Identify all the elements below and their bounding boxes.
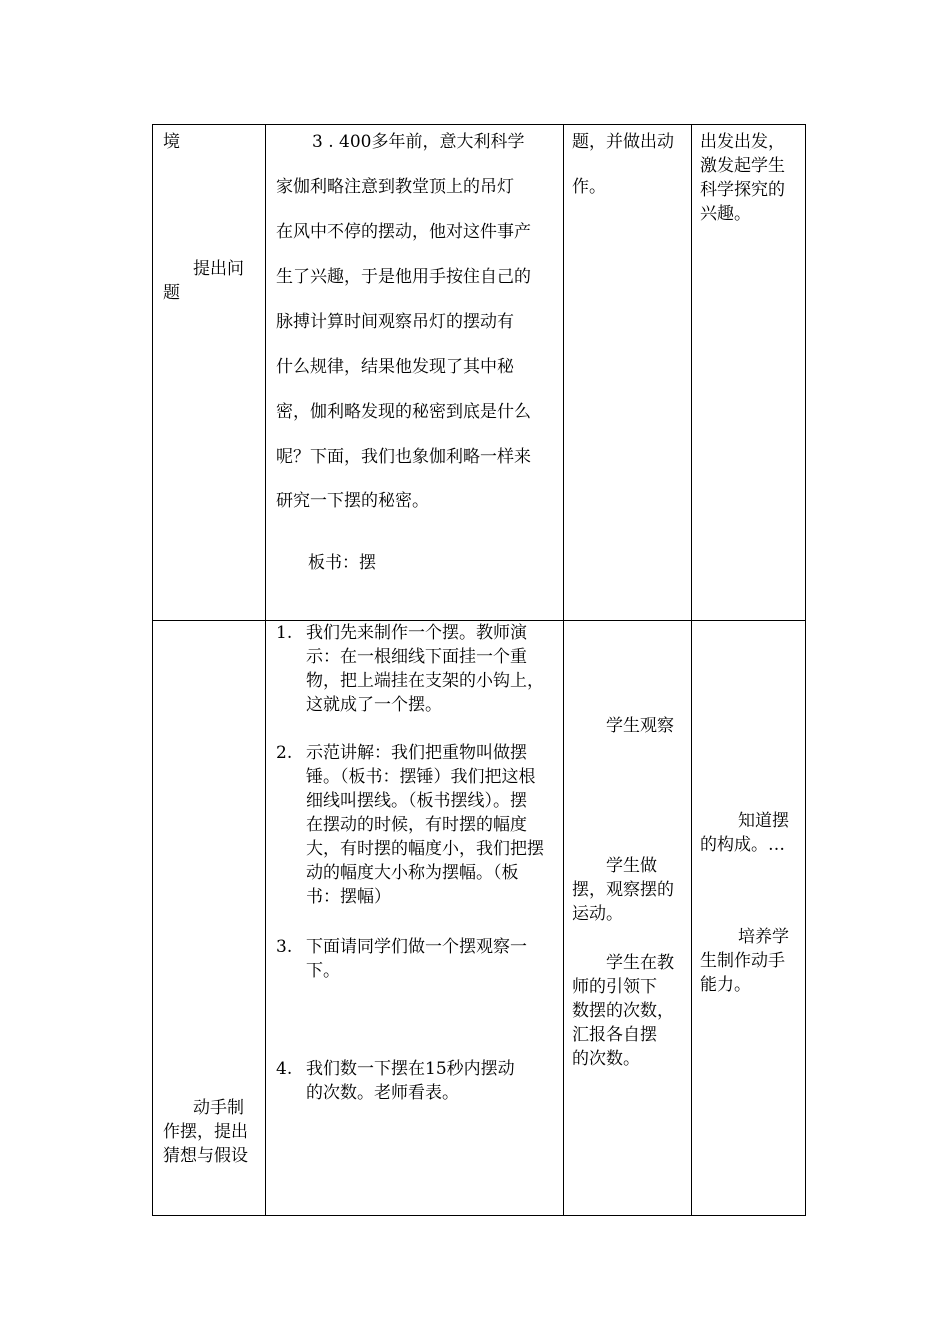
stage-label: 猜想与假设 bbox=[163, 1146, 248, 1166]
text-line: 动的幅度大小称为摆幅。（板 bbox=[306, 863, 519, 883]
item-number: 3. bbox=[276, 937, 293, 957]
text-line: 汇报各自摆 bbox=[572, 1025, 657, 1045]
text-line: 细线叫摆线。（板书摆线）。摆 bbox=[306, 791, 527, 811]
text-line: 数摆的次数， bbox=[572, 1001, 674, 1021]
text-line: 什么规律，结果他发现了其中秘 bbox=[276, 357, 514, 377]
list-item bbox=[306, 741, 544, 909]
text-line: 下。 bbox=[306, 961, 340, 981]
design-intent-cell bbox=[692, 621, 806, 1216]
list-item bbox=[306, 621, 544, 717]
stage-cell bbox=[153, 125, 266, 621]
teacher-activity-cell bbox=[266, 621, 564, 1216]
text-line: 我们先来制作一个摆。教师演 bbox=[306, 623, 527, 643]
text-line: 学生做 bbox=[606, 856, 657, 876]
list-item bbox=[306, 935, 527, 983]
text-line: 呢？下面，我们也象伽利略一样来 bbox=[276, 447, 531, 467]
text-line: 摆，观察摆的 bbox=[572, 880, 674, 900]
text-line: 知道摆 bbox=[738, 811, 789, 831]
board-note: 板书：摆 bbox=[308, 553, 376, 573]
lesson-plan-table bbox=[152, 124, 806, 1216]
stage-label: 动手制 bbox=[193, 1098, 244, 1118]
text-line: 的次数。老师看表。 bbox=[306, 1083, 459, 1103]
table-row bbox=[153, 125, 806, 621]
stage-word: 境 bbox=[163, 132, 180, 152]
student-activity-cell bbox=[564, 125, 692, 621]
text-line: 我们数一下摆在15秒内摆动 bbox=[306, 1059, 515, 1079]
text-line: 示范讲解：我们把重物叫做摆 bbox=[306, 743, 527, 763]
stage-label: 作摆，提出 bbox=[163, 1122, 248, 1142]
text-line: 家伽利略注意到教堂顶上的吊灯 bbox=[276, 177, 514, 197]
text-line: 的次数。 bbox=[572, 1049, 640, 1069]
text-line: 培养学 bbox=[738, 927, 789, 947]
text-line: 示：在一根细线下面挂一个重 bbox=[306, 647, 527, 667]
text-line: 3 . 400多年前，意大利科学 bbox=[312, 132, 525, 152]
text-line: 密，伽利略发现的秘密到底是什么 bbox=[276, 402, 531, 422]
text-line: 锤。（板书：摆锤）我们把这根 bbox=[306, 767, 536, 787]
item-number: 1. bbox=[276, 623, 293, 643]
text-line: 师的引领下 bbox=[572, 977, 657, 997]
text-line: 激发起学生 bbox=[700, 156, 785, 176]
text-line: 在摆动的时候，有时摆的幅度 bbox=[306, 815, 527, 835]
item-number: 4. bbox=[276, 1059, 293, 1079]
stage-label: 题 bbox=[163, 283, 180, 303]
text-line: 这就成了一个摆。 bbox=[306, 695, 442, 715]
text-line: 在风中不停的摆动，他对这件事产 bbox=[276, 222, 531, 242]
text-line: 兴趣。 bbox=[700, 204, 751, 224]
teacher-activity-cell bbox=[266, 125, 564, 621]
text-line: 物，把上端挂在支架的小钩上， bbox=[306, 671, 544, 691]
text-line: 脉搏计算时间观察吊灯的摆动有 bbox=[276, 312, 514, 332]
text-line: 的构成。… bbox=[700, 835, 785, 855]
student-observe: 学生观察 bbox=[606, 716, 674, 736]
text-line: 学生在教 bbox=[606, 953, 674, 973]
text-line: 生制作动手 bbox=[700, 951, 785, 971]
text-line: 出发出发， bbox=[700, 132, 785, 152]
stage-cell bbox=[153, 621, 266, 1216]
text-line: 生了兴趣，于是他用手按住自己的 bbox=[276, 267, 531, 287]
text-line: 大，有时摆的幅度小，我们把摆 bbox=[306, 839, 544, 859]
text-line: 书：摆幅） bbox=[306, 887, 391, 907]
stage-label: 提出问 bbox=[193, 259, 244, 279]
text-line: 能力。 bbox=[700, 975, 751, 995]
design-intent-cell bbox=[692, 125, 806, 621]
text-line: 科学探究的 bbox=[700, 180, 785, 200]
student-activity-cell bbox=[564, 621, 692, 1216]
text-line: 研究一下摆的秘密。 bbox=[276, 491, 429, 511]
text-line: 下面请同学们做一个摆观察一 bbox=[306, 937, 527, 957]
list-item bbox=[306, 1057, 515, 1105]
item-number: 2. bbox=[276, 743, 293, 763]
table-row bbox=[153, 621, 806, 1216]
text-line: 题，并做出动 bbox=[572, 132, 674, 152]
text-line: 运动。 bbox=[572, 904, 623, 924]
text-line: 作。 bbox=[572, 177, 606, 197]
